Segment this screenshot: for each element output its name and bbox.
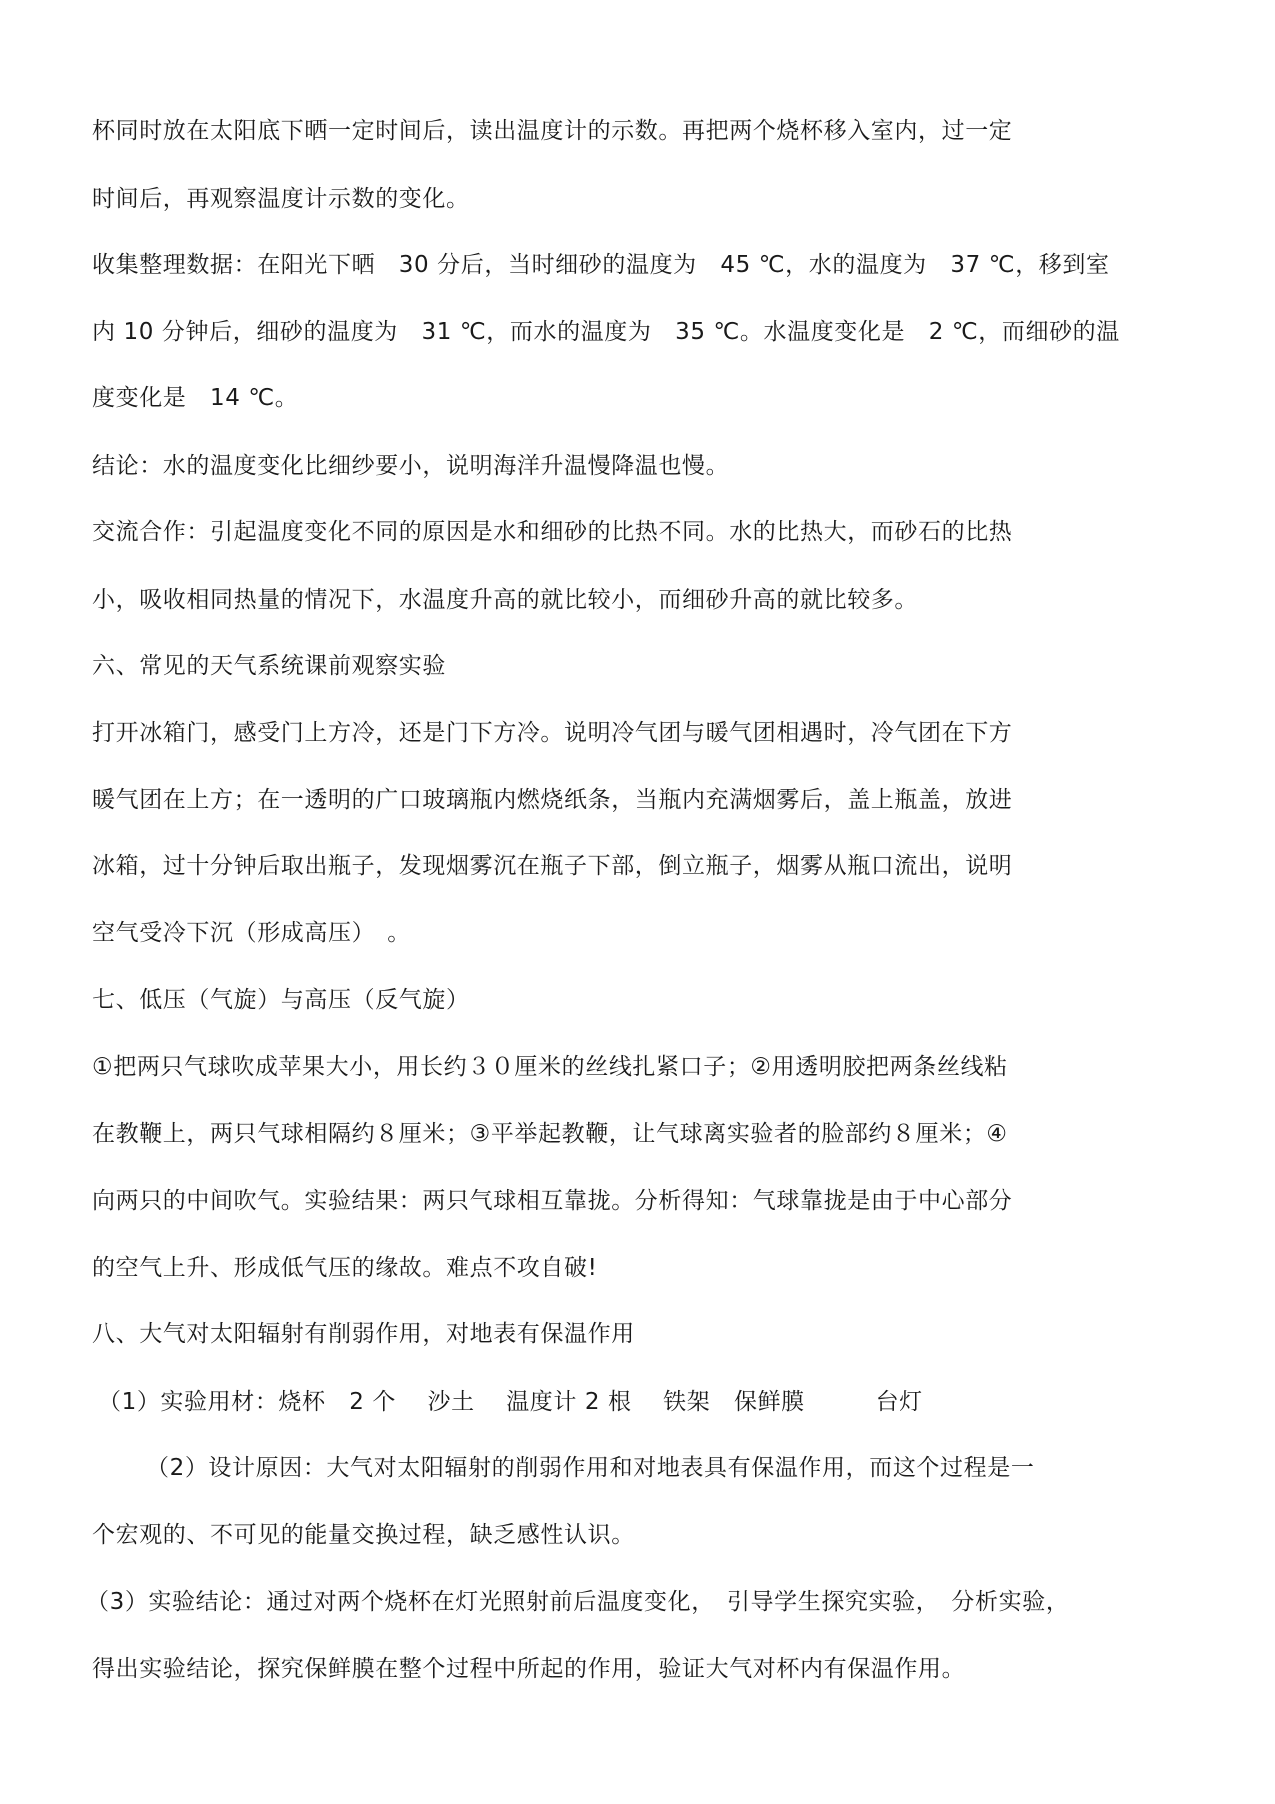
text-line: 内 10 分钟后，细砂的温度为 31 ℃，而水的温度为 35 ℃。水温度变化是 2 ℃，而细砂的温 [92,319,1120,345]
text-line: 结论：水的温度变化比细纱要小，说明海洋升温慢降温也慢。 [92,453,730,479]
text-line: 得出实验结论，探究保鲜膜在整个过程中所起的作用，验证大气对杯内有保温作用。 [92,1656,966,1682]
text-line: 空气受冷下沉（形成高压） 。 [92,920,411,946]
text-line: 时间后，再观察温度计示数的变化。 [92,186,470,212]
section-heading: 八、大气对太阳辐射有削弱作用，对地表有保温作用 [92,1321,635,1347]
text-line: ①把两只气球吹成苹果大小，用长约３０厘米的丝线扎紧口子；②用透明胶把两条丝线粘 [92,1054,1008,1080]
text-line: 在教鞭上，两只气球相隔约８厘米；③平举起教鞭，让气球离实验者的脸部约８厘米；④ [92,1121,1008,1147]
text-line: 向两只的中间吹气。实验结果：两只气球相互靠拢。分析得知：气球靠拢是由于中心部分 [92,1188,1013,1214]
text-line: 度变化是 14 ℃。 [92,385,299,411]
text-line: 打开冰箱门，感受门上方冷，还是门下方冷。说明冷气团与暖气团相遇时，冷气团在下方 [92,720,1013,746]
text-line: （3）实验结论：通过对两个烧杯在灯光照射前后温度变化， 引导学生探究实验， 分析实验， [86,1589,1070,1615]
section-heading: 七、低压（气旋）与高压（反气旋） [92,987,470,1013]
text-line: 交流合作：引起温度变化不同的原因是水和细砂的比热不同。水的比热大，而砂石的比热 [92,519,1013,545]
text-line: 暖气团在上方；在一透明的广口玻璃瓶内燃烧纸条，当瓶内充满烟雾后，盖上瓶盖，放进 [92,787,1013,813]
text-line: 冰箱，过十分钟后取出瓶子，发现烟雾沉在瓶子下部，倒立瓶子，烟雾从瓶口流出，说明 [92,853,1013,879]
text-line: 收集整理数据：在阳光下晒 30 分后，当时细砂的温度为 45 ℃，水的温度为 37 ℃，移到室 [92,252,1110,278]
text-line: 的空气上升、形成低气压的缘故。难点不攻自破! [92,1255,598,1281]
text-line: （2）设计原因：大气对太阳辐射的削弱作用和对地表具有保温作用，而这个过程是一 [146,1455,1035,1481]
text-line: 个宏观的、不可见的能量交换过程，缺乏感性认识。 [92,1522,635,1548]
text-line: 杯同时放在太阳底下晒一定时间后，读出温度计的示数。再把两个烧杯移入室内，过一定 [92,118,1013,144]
text-line: （1）实验用材：烧杯 2 个 沙土 温度计 2 根 铁架 保鲜膜 台灯 [98,1389,923,1415]
text-line: 小，吸收相同热量的情况下，水温度升高的就比较小，而细砂升高的就比较多。 [92,587,918,613]
section-heading: 六、常见的天气系统课前观察实验 [92,653,446,679]
